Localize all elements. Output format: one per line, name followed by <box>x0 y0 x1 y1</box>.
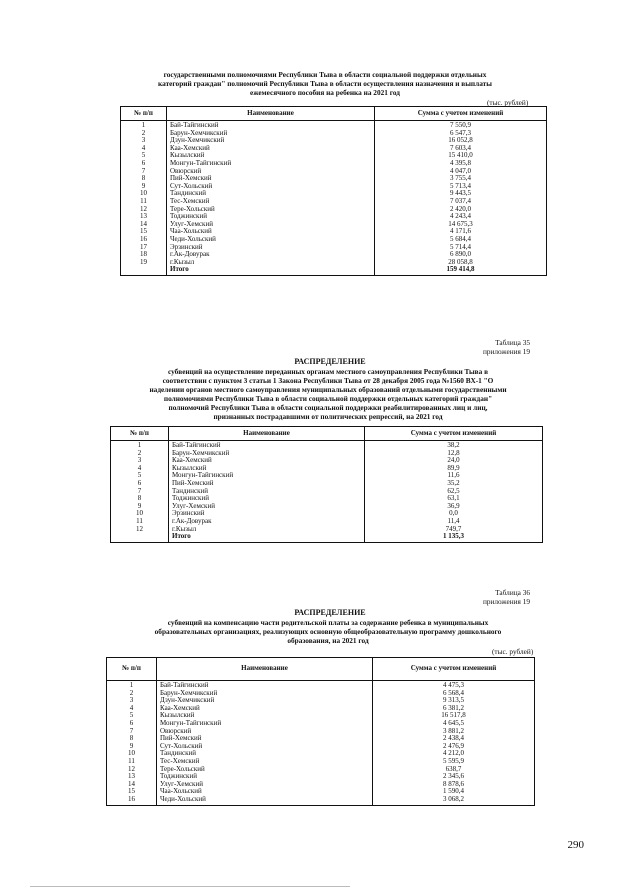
row-number: 2 <box>121 130 167 138</box>
row-sum: 3 755,4 <box>375 175 547 183</box>
row-name: Каа-Хемский <box>169 457 365 465</box>
row-number: 11 <box>107 758 157 766</box>
row-sum: 4 047,0 <box>375 168 547 176</box>
row-number: 12 <box>111 526 169 534</box>
row-sum: 9 443,5 <box>375 190 547 198</box>
total-row <box>111 533 543 542</box>
total-value: 1 135,3 <box>365 533 543 542</box>
row-name: Каа-Хемский <box>157 705 373 713</box>
row-sum: 28 058,8 <box>375 259 547 267</box>
heading-line: образования, на 2021 год <box>287 636 369 645</box>
row-sum: 16 052,8 <box>375 137 547 145</box>
row-sum: 1 590,4 <box>373 788 535 796</box>
row-number: 3 <box>121 137 167 145</box>
heading-line: наделении органов местного самоуправления муниципальных образований отдельными государственными <box>149 385 507 394</box>
section3-heading <box>108 618 548 645</box>
heading-line: соответствии с пунктом 3 статьи 1 Закона Республики Тыва от 28 декабря 2005 года №1560 ВХ-1 "О <box>162 376 494 385</box>
row-sum: 7 603,4 <box>375 145 547 153</box>
row-number: 5 <box>121 152 167 160</box>
heading-line: признанных пострадавшими от политических репрессий, на 2021 год <box>213 412 443 421</box>
section2-table <box>110 426 543 543</box>
total-label: Итого <box>169 533 365 542</box>
row-number: 7 <box>111 488 169 496</box>
row-name: Тоджинский <box>157 773 373 781</box>
row-name: Барун-Хемчикский <box>169 450 365 458</box>
row-name: Пий-Хемский <box>157 735 373 743</box>
table-row <box>107 796 535 805</box>
heading-line: ежемесячного пособия на ребенка на 2021 год <box>250 88 400 97</box>
row-number: 3 <box>111 457 169 465</box>
row-name: Чеди-Хольский <box>157 796 373 805</box>
row-sum: 5 714,4 <box>375 244 547 252</box>
section1-unit: (тыс. рублей) <box>487 98 529 107</box>
total-label: Итого <box>167 266 375 275</box>
table-number: Таблица 35 <box>495 338 530 347</box>
row-sum: 2 420,0 <box>375 206 547 214</box>
row-sum: 5 713,4 <box>375 183 547 191</box>
row-sum: 2 438,4 <box>373 735 535 743</box>
row-sum: 6 381,2 <box>373 705 535 713</box>
row-name: Пий-Хемский <box>169 480 365 488</box>
row-number: 2 <box>111 450 169 458</box>
section3-title: РАСПРЕДЕЛЕНИЕ <box>294 608 366 617</box>
row-name: Чаа-Хольский <box>167 228 375 236</box>
section3-unit: (тыс. рублей) <box>492 647 534 656</box>
row-number: 8 <box>121 175 167 183</box>
row-sum: 14 675,3 <box>375 221 547 229</box>
row-name: Кызылский <box>157 712 373 720</box>
row-name: г.Кызыл <box>169 526 365 534</box>
row-name: Бай-Тайгинский <box>169 441 365 450</box>
row-sum: 0,0 <box>365 510 543 518</box>
column-header-name: Наименование <box>167 107 375 121</box>
row-number: 9 <box>107 743 157 751</box>
row-number: 10 <box>107 750 157 758</box>
footer-divider <box>30 886 350 887</box>
row-sum: 38,2 <box>365 441 543 450</box>
row-sum: 3 068,2 <box>373 796 535 805</box>
row-number: 5 <box>111 472 169 480</box>
row-number: 3 <box>107 697 157 705</box>
row-sum: 11,6 <box>365 472 543 480</box>
row-number: 11 <box>111 518 169 526</box>
row-name: Эрзинский <box>167 244 375 252</box>
total-number-cell <box>121 266 167 275</box>
heading-line: категорий граждан" полномочий Республики Тыва в области осуществления назначения и выплаты <box>158 79 492 88</box>
row-number: 4 <box>111 465 169 473</box>
column-header-sum: Сумма с учетом изменений <box>365 427 543 441</box>
row-number: 14 <box>121 221 167 229</box>
row-name: Каа-Хемский <box>167 145 375 153</box>
row-number: 4 <box>107 705 157 713</box>
row-name: Тандинский <box>169 488 365 496</box>
row-sum: 638,7 <box>373 766 535 774</box>
section2-table-label <box>483 338 530 356</box>
row-sum: 89,9 <box>365 465 543 473</box>
heading-line: полномочиями Республики Тыва в области социальной поддержки отдельных категорий граждан" <box>163 394 493 403</box>
row-number: 10 <box>111 510 169 518</box>
row-number: 8 <box>111 495 169 503</box>
heading-line: полномочий Республики Тыва в области социальной поддержки реабилитированных лиц и лиц, <box>168 403 488 412</box>
section1-table <box>120 106 547 276</box>
row-name: Дзун-Хемчикский <box>167 137 375 145</box>
table-number: Таблица 36 <box>495 588 530 597</box>
row-number: 8 <box>107 735 157 743</box>
row-sum: 4 475,3 <box>373 681 535 690</box>
row-name: г.Ак-Довурак <box>167 251 375 259</box>
row-name: Пий-Хемский <box>167 175 375 183</box>
row-name: Монгун-Тайгинский <box>157 720 373 728</box>
row-sum: 5 684,4 <box>375 236 547 244</box>
row-name: Улуг-Хемский <box>167 221 375 229</box>
row-sum: 4 645,5 <box>373 720 535 728</box>
column-header-number: № п/п <box>107 658 157 681</box>
row-number: 16 <box>107 796 157 805</box>
row-number: 13 <box>121 213 167 221</box>
row-sum: 11,4 <box>365 518 543 526</box>
row-name: Дзун-Хемчикский <box>157 697 373 705</box>
row-number: 16 <box>121 236 167 244</box>
row-sum: 24,0 <box>365 457 543 465</box>
row-name: Тандинский <box>167 190 375 198</box>
column-header-number: № п/п <box>121 107 167 121</box>
row-sum: 7 550,9 <box>375 121 547 130</box>
row-sum: 36,9 <box>365 503 543 511</box>
row-sum: 4 212,0 <box>373 750 535 758</box>
row-name: Бай-Тайгинский <box>167 121 375 130</box>
row-number: 1 <box>107 681 157 690</box>
row-number: 10 <box>121 190 167 198</box>
column-header-name: Наименование <box>169 427 365 441</box>
row-number: 7 <box>107 728 157 736</box>
row-number: 18 <box>121 251 167 259</box>
row-name: Сут-Хольский <box>167 183 375 191</box>
section3-table <box>106 657 535 806</box>
row-name: Кызылский <box>167 152 375 160</box>
row-name: Монгун-Тайгинский <box>167 160 375 168</box>
row-name: Бай-Тайгинский <box>157 681 373 690</box>
section2-title: РАСПРЕДЕЛЕНИЕ <box>294 357 366 366</box>
row-name: Улуг-Хемский <box>157 781 373 789</box>
column-header-number: № п/п <box>111 427 169 441</box>
row-number: 9 <box>121 183 167 191</box>
row-name: Улуг-Хемский <box>169 503 365 511</box>
row-name: Эрзинский <box>169 510 365 518</box>
row-name: г.Кызыл <box>167 259 375 267</box>
row-number: 9 <box>111 503 169 511</box>
row-number: 11 <box>121 198 167 206</box>
total-number-cell <box>111 533 169 542</box>
row-sum: 749,7 <box>365 526 543 534</box>
row-name: Тере-Хольский <box>157 766 373 774</box>
heading-line: государственными полномочиями Республики Тыва в области социальной поддержки отдельных <box>163 70 487 79</box>
heading-line: субвенций на осуществление переданных органам местного самоуправления Республики Тыва в <box>167 367 489 376</box>
column-header-sum: Сумма с учетом изменений <box>375 107 547 121</box>
row-name: Монгун-Тайгинский <box>169 472 365 480</box>
row-number: 17 <box>121 244 167 252</box>
appendix-label: приложения 19 <box>482 597 530 606</box>
row-sum: 35,2 <box>365 480 543 488</box>
row-name: Тандинский <box>157 750 373 758</box>
total-value: 159 414,8 <box>375 266 547 275</box>
heading-line: субвенций на компенсацию части родительской платы за содержание ребенка в муниципальных <box>167 618 489 627</box>
row-name: Чеди-Хольский <box>167 236 375 244</box>
row-number: 7 <box>121 168 167 176</box>
row-number: 1 <box>111 441 169 450</box>
row-name: Тес-Хемский <box>167 198 375 206</box>
row-sum: 2 476,9 <box>373 743 535 751</box>
row-sum: 6 547,3 <box>375 130 547 138</box>
row-name: Тере-Хольский <box>167 206 375 214</box>
row-sum: 9 313,5 <box>373 697 535 705</box>
total-row <box>121 266 547 275</box>
row-name: Барун-Хемчикский <box>157 690 373 698</box>
row-name: Овюрский <box>167 168 375 176</box>
row-number: 19 <box>121 259 167 267</box>
row-number: 14 <box>107 781 157 789</box>
row-number: 1 <box>121 121 167 130</box>
row-name: Барун-Хемчикский <box>167 130 375 138</box>
section1-heading <box>120 70 530 97</box>
row-sum: 6 568,4 <box>373 690 535 698</box>
row-sum: 4 171,6 <box>375 228 547 236</box>
heading-line: образовательных организациях, реализующих основную общеобразовательную программу дошкольного <box>154 627 502 636</box>
row-name: Тес-Хемский <box>157 758 373 766</box>
row-name: г.Ак-Довурак <box>169 518 365 526</box>
row-number: 15 <box>121 228 167 236</box>
row-sum: 8 878,6 <box>373 781 535 789</box>
row-number: 5 <box>107 712 157 720</box>
appendix-label: приложения 19 <box>482 347 530 356</box>
row-number: 6 <box>121 160 167 168</box>
row-sum: 4 395,8 <box>375 160 547 168</box>
row-name: Сут-Хольский <box>157 743 373 751</box>
row-sum: 63,1 <box>365 495 543 503</box>
section3-table-label <box>483 588 530 606</box>
page-number: 290 <box>567 839 584 851</box>
row-sum: 62,5 <box>365 488 543 496</box>
row-name: Овюрский <box>157 728 373 736</box>
row-name: Кызылский <box>169 465 365 473</box>
row-number: 12 <box>107 766 157 774</box>
row-number: 6 <box>107 720 157 728</box>
row-sum: 2 345,6 <box>373 773 535 781</box>
row-sum: 16 517,8 <box>373 712 535 720</box>
row-sum: 6 890,0 <box>375 251 547 259</box>
row-number: 4 <box>121 145 167 153</box>
row-number: 2 <box>107 690 157 698</box>
row-sum: 12,8 <box>365 450 543 458</box>
row-sum: 15 410,0 <box>375 152 547 160</box>
row-name: Чаа-Хольский <box>157 788 373 796</box>
row-number: 13 <box>107 773 157 781</box>
row-sum: 5 595,9 <box>373 758 535 766</box>
column-header-sum: Сумма с учетом изменений <box>373 658 535 681</box>
row-sum: 3 881,2 <box>373 728 535 736</box>
row-number: 15 <box>107 788 157 796</box>
row-sum: 7 037,4 <box>375 198 547 206</box>
row-name: Тоджинский <box>169 495 365 503</box>
row-number: 6 <box>111 480 169 488</box>
row-number: 12 <box>121 206 167 214</box>
column-header-name: Наименование <box>157 658 373 681</box>
row-name: Тоджинский <box>167 213 375 221</box>
row-sum: 4 243,4 <box>375 213 547 221</box>
section2-heading <box>108 367 548 421</box>
